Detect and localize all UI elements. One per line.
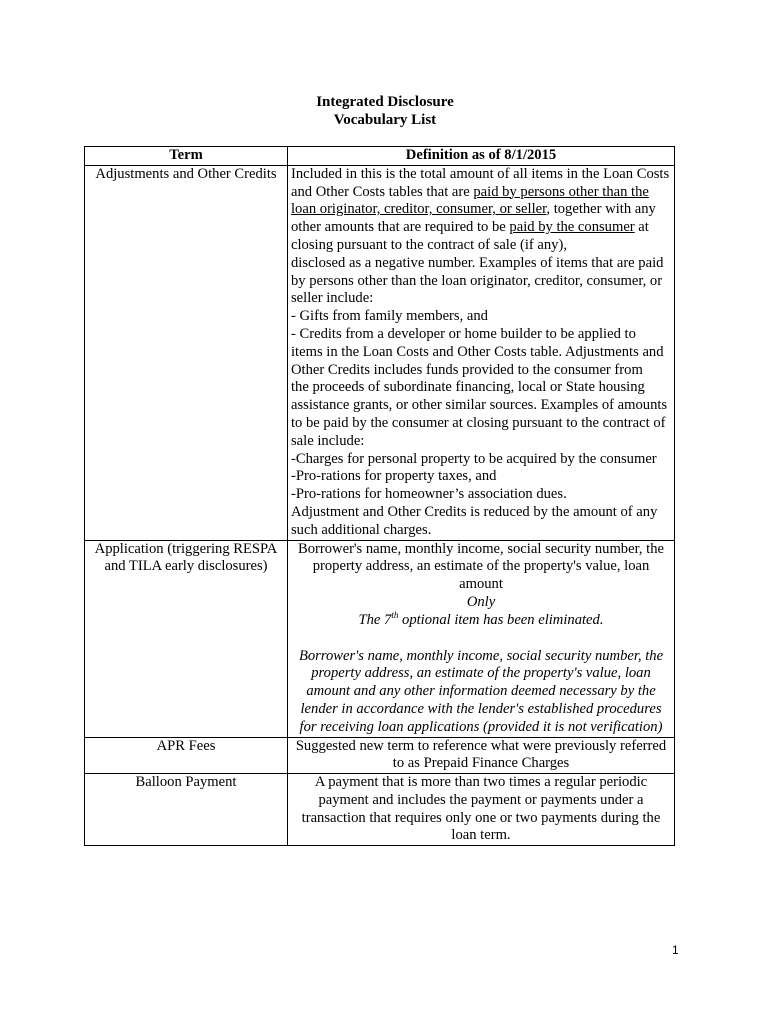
definition-text: at closing pursuant to the contract of sale (if any), (291, 219, 649, 253)
definition-cell (288, 165, 675, 540)
term-header: Term (85, 147, 288, 166)
definition-paragraph: Adjustment and Other Credits is reduced by the amount of any such additional charges. (291, 503, 658, 538)
definition-paragraph: -Pro-rations for homeowner’s association dues. (291, 486, 567, 503)
document-title: Integrated Disclosure (316, 94, 454, 110)
definition-paragraph: -Charges for personal property to be acquired by the consumer (291, 450, 657, 467)
definition-paragraph: disclosed as a negative number. Examples of items that are paid by persons other than the loan originator, creditor, consumer, or seller include: (291, 254, 664, 307)
definition-paragraph: - Credits from a developer or home builder to be applied to items in the Loan Costs and Other Costs table. Adjustments and Other Credits includes funds provided to the consumer from (291, 325, 664, 378)
note-text: The 7 (358, 611, 392, 628)
table-row (85, 774, 675, 846)
definition-paragraph (291, 166, 671, 255)
table-row (85, 737, 675, 774)
definition-paragraph: - Gifts from family members, and (291, 308, 488, 325)
underlined-text: paid by the consumer (509, 219, 635, 236)
definition-note: Only (466, 593, 496, 610)
definition-text: , together with any other amounts that are required to be (291, 201, 656, 236)
definition-text: Included in this is the total amount of all items in the Loan Costs and Other Costs tables that are (291, 165, 670, 200)
definition-paragraph: -Pro-rations for property taxes, and (291, 468, 497, 485)
definition-cell: Suggested new term to reference what were previously referred to as Prepaid Finance Charges (288, 737, 675, 774)
vocabulary-table (84, 146, 675, 846)
definition-paragraph: Borrower's name, monthly income, social security number, the property address, an estimate of the property's value, loan amount (298, 540, 664, 593)
term-cell: APR Fees (85, 737, 288, 774)
definition-paragraph: the proceeds of subordinate financing, local or State housing assistance grants, or other similar sources. Examples of amounts to be paid by the consumer at closing pursuant to the contract of sale include: (291, 379, 668, 449)
definition-cell (288, 540, 675, 737)
spacer (291, 630, 671, 648)
definition-note (291, 609, 671, 630)
note-text: optional item has been eliminated. (398, 611, 604, 628)
definition-paragraph: Borrower's name, monthly income, social security number, the property address, an estimate of the property's value, loan amount and any other information deemed necessary by the lender in accordance with the lender's established procedures for receiving loan applications (provided it is not verification) (298, 647, 664, 735)
definition-header: Definition as of 8/1/2015 (288, 147, 675, 166)
page-number: 1 (672, 943, 679, 957)
underlined-text: paid by persons other than the loan originator, creditor, consumer, or seller (291, 183, 649, 218)
term-cell: Application (triggering RESPA and TILA early disclosures) (85, 540, 288, 737)
table-row (85, 540, 675, 737)
document-subtitle: Vocabulary List (333, 112, 437, 128)
table-row (85, 165, 675, 540)
table-header-row (85, 147, 675, 166)
definition-cell: A payment that is more than two times a regular periodic payment and includes the payment or payments under a transaction that requires only one or two payments during the loan term. (288, 774, 675, 846)
term-cell: Adjustments and Other Credits (85, 165, 288, 540)
term-cell: Balloon Payment (85, 774, 288, 846)
superscript: th (391, 609, 399, 620)
